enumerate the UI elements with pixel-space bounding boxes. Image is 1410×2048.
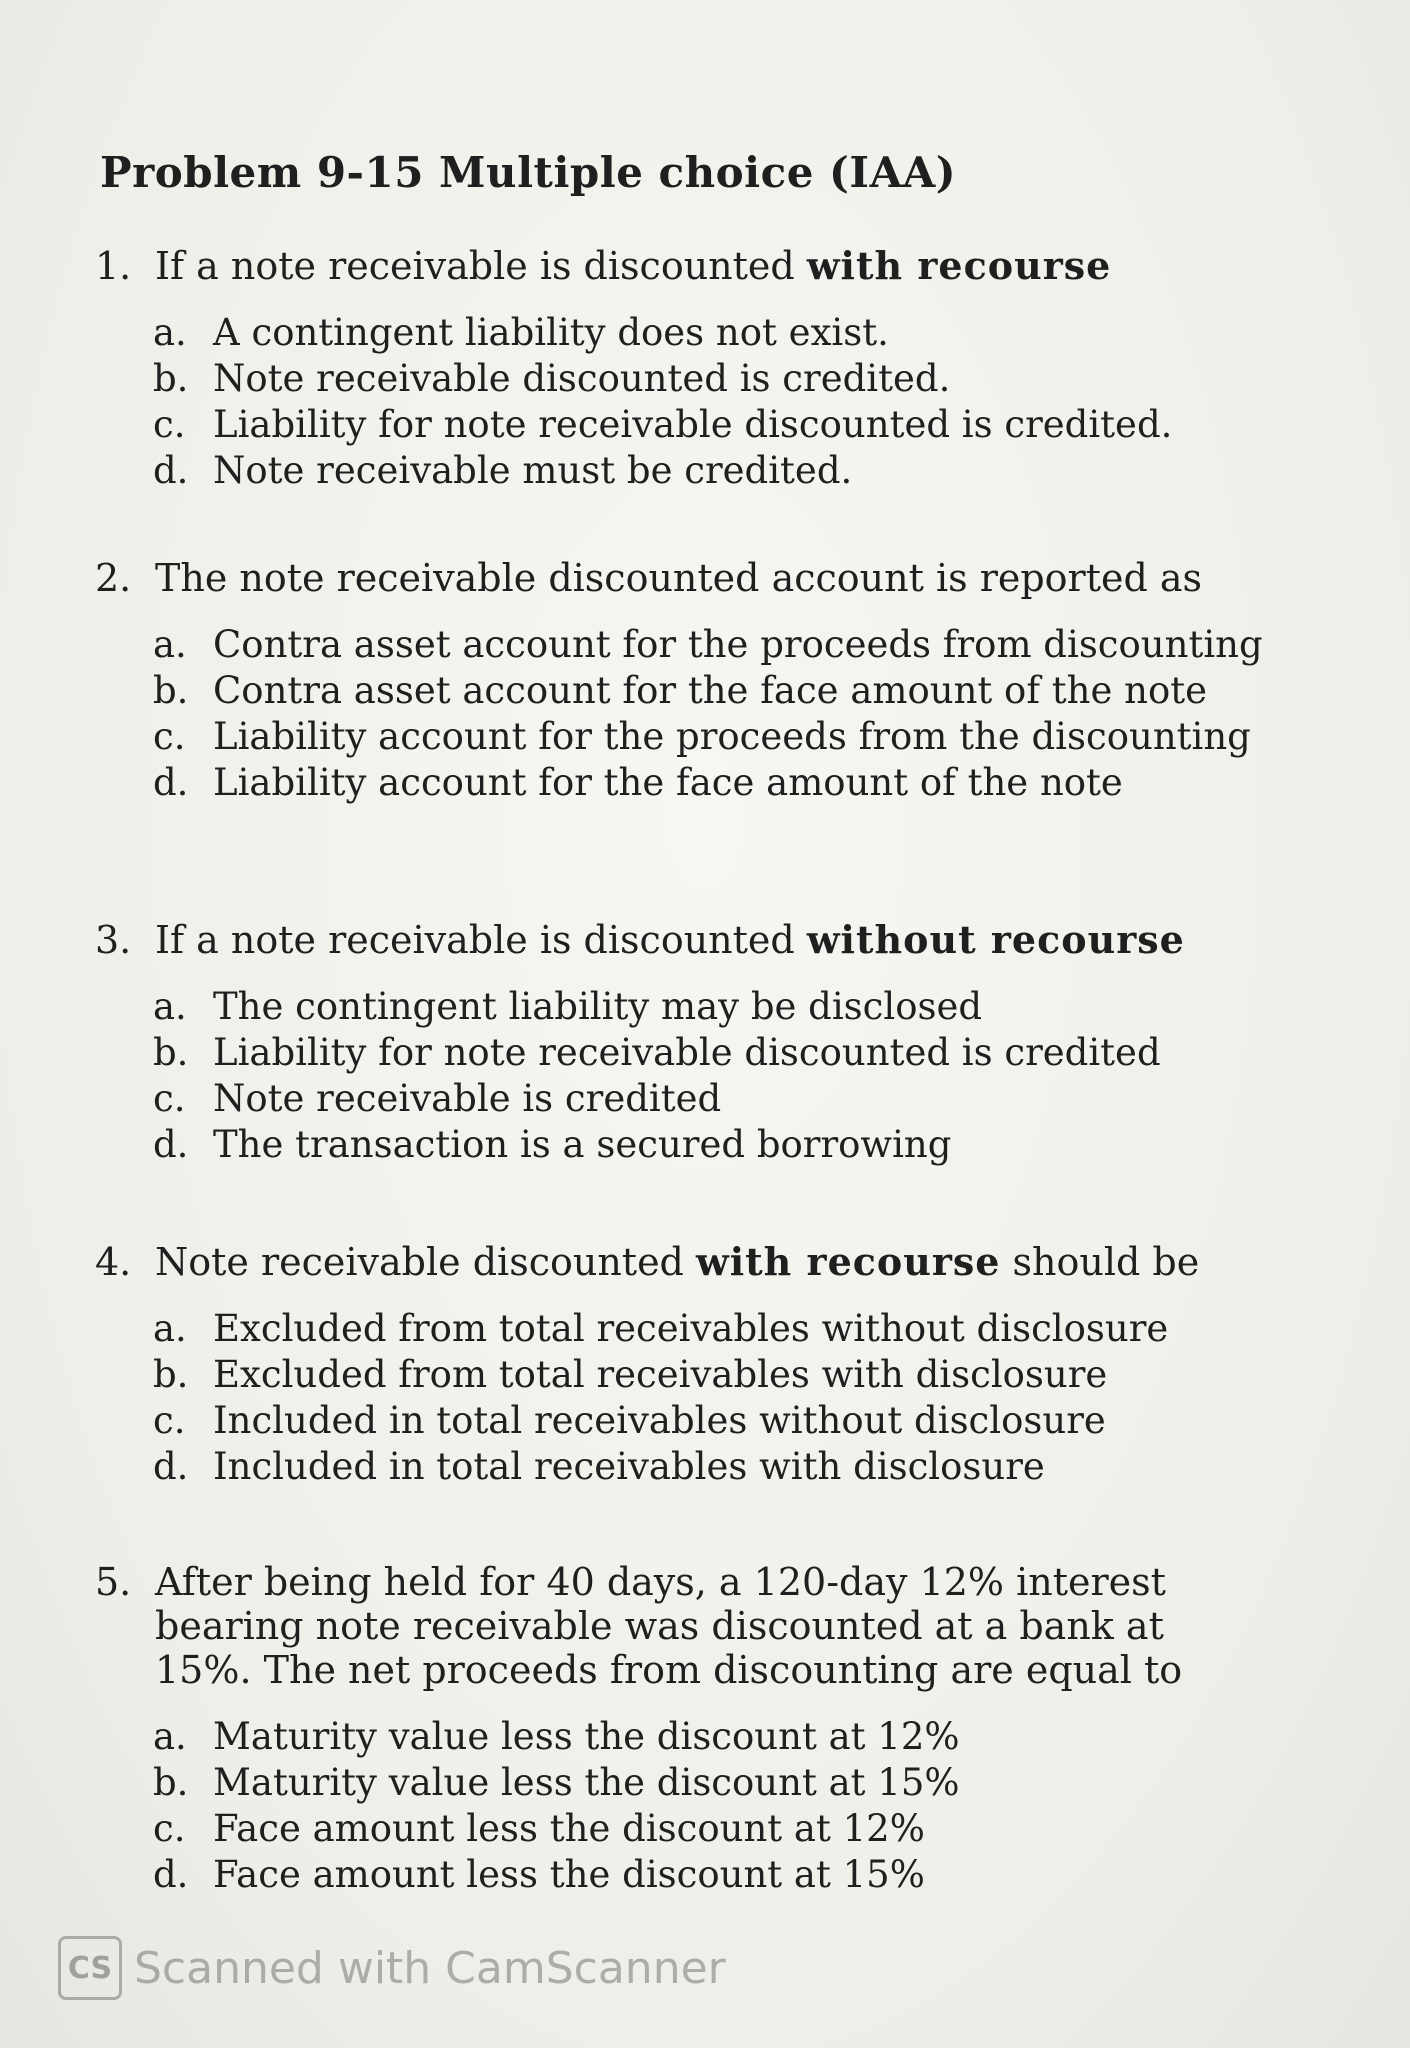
watermark-text: Scanned with CamScanner: [134, 1942, 726, 1994]
question-number: 1.: [95, 244, 132, 288]
options-list: [95, 1714, 1265, 1898]
option-letter: b.: [153, 669, 189, 712]
question-3: [95, 918, 1265, 1168]
question-number: 2.: [95, 556, 132, 600]
option-text: Note receivable is credited: [213, 1077, 722, 1120]
option-text: Included in total receivables with disclosure: [213, 1445, 1045, 1488]
options-list: [95, 310, 1265, 494]
options-list: [95, 622, 1265, 806]
option-letter: c.: [153, 403, 186, 446]
option-c: [153, 1398, 1265, 1444]
option-text: Contra asset account for the proceeds from discounting: [213, 623, 1263, 666]
option-d: [153, 448, 1265, 494]
question-emphasis: with recourse: [806, 243, 1112, 288]
option-b: [153, 356, 1265, 402]
question-4: [95, 1240, 1265, 1490]
option-letter: c.: [153, 715, 186, 758]
question-stem: [95, 918, 1265, 962]
option-text: The transaction is a secured borrowing: [213, 1123, 952, 1166]
option-text: Maturity value less the discount at 12%: [213, 1715, 960, 1758]
question-number: 4.: [95, 1240, 132, 1284]
options-list: [95, 1306, 1265, 1490]
option-letter: a.: [153, 623, 187, 666]
option-letter: d.: [153, 449, 189, 492]
camscanner-watermark: [58, 1936, 726, 2000]
option-b: [153, 1030, 1265, 1076]
option-text: Contra asset account for the face amount of the note: [213, 669, 1207, 712]
option-d: [153, 1122, 1265, 1168]
question-emphasis: without recourse: [806, 917, 1185, 962]
option-d: [153, 1444, 1265, 1490]
question-stem: [95, 1240, 1265, 1284]
option-text: Excluded from total receivables without disclosure: [213, 1307, 1169, 1350]
option-text: Liability for note receivable discounted is credited.: [213, 403, 1173, 446]
option-d: [153, 1852, 1265, 1898]
option-text: Liability account for the proceeds from the discounting: [213, 715, 1251, 758]
option-text: Included in total receivables without disclosure: [213, 1399, 1106, 1442]
question-number: 3.: [95, 918, 132, 962]
option-text: Liability account for the face amount of the note: [213, 761, 1123, 804]
option-letter: a.: [153, 985, 187, 1028]
option-b: [153, 1352, 1265, 1398]
question-number: 5.: [95, 1560, 132, 1604]
option-a: [153, 310, 1265, 356]
option-d: [153, 760, 1265, 806]
option-letter: d.: [153, 1123, 189, 1166]
question-1: [95, 244, 1265, 494]
option-text: Note receivable must be credited.: [213, 449, 853, 492]
option-text: Face amount less the discount at 12%: [213, 1807, 925, 1850]
question-stem: [95, 556, 1265, 600]
question-2: [95, 556, 1265, 806]
question-emphasis: with recourse: [695, 1239, 1001, 1284]
option-letter: b.: [153, 1761, 189, 1804]
option-letter: a.: [153, 311, 187, 354]
question-text: The note receivable discounted account is reported as: [155, 556, 1203, 600]
page-title: Problem 9-15 Multiple choice (IAA): [100, 148, 957, 197]
question-text: Note receivable discounted: [155, 1240, 684, 1284]
option-text: Maturity value less the discount at 15%: [213, 1761, 960, 1804]
question-text: If a note receivable is discounted: [155, 918, 795, 962]
option-c: [153, 1806, 1265, 1852]
option-text: The contingent liability may be disclosed: [213, 985, 983, 1028]
option-text: Liability for note receivable discounted is credited: [213, 1031, 1161, 1074]
option-c: [153, 714, 1265, 760]
question-stem: [95, 244, 1265, 288]
option-letter: b.: [153, 1353, 189, 1396]
question-text: If a note receivable is discounted: [155, 244, 795, 288]
question-suffix: should be: [1012, 1240, 1200, 1284]
option-b: [153, 1760, 1265, 1806]
option-text: Excluded from total receivables with disclosure: [213, 1353, 1108, 1396]
option-text: Note receivable discounted is credited.: [213, 357, 951, 400]
option-a: [153, 622, 1265, 668]
question-text: After being held for 40 days, a 120-day 12% interest bearing note receivable was discounted at a bank at 15%. The net proceeds from discounting are equal to: [155, 1560, 1183, 1692]
option-letter: b.: [153, 1031, 189, 1074]
option-letter: b.: [153, 357, 189, 400]
option-letter: d.: [153, 1445, 189, 1488]
option-letter: c.: [153, 1807, 186, 1850]
option-letter: c.: [153, 1399, 186, 1442]
option-c: [153, 1076, 1265, 1122]
option-letter: d.: [153, 1853, 189, 1896]
option-letter: c.: [153, 1077, 186, 1120]
question-stem: [95, 1560, 1265, 1692]
option-text: A contingent liability does not exist.: [213, 311, 889, 354]
question-5: [95, 1560, 1265, 1898]
option-a: [153, 1306, 1265, 1352]
option-b: [153, 668, 1265, 714]
options-list: [95, 984, 1265, 1168]
option-letter: d.: [153, 761, 189, 804]
option-letter: a.: [153, 1715, 187, 1758]
option-c: [153, 402, 1265, 448]
camscanner-logo-icon: CS: [58, 1936, 122, 2000]
option-text: Face amount less the discount at 15%: [213, 1853, 925, 1896]
option-a: [153, 1714, 1265, 1760]
option-a: [153, 984, 1265, 1030]
option-letter: a.: [153, 1307, 187, 1350]
